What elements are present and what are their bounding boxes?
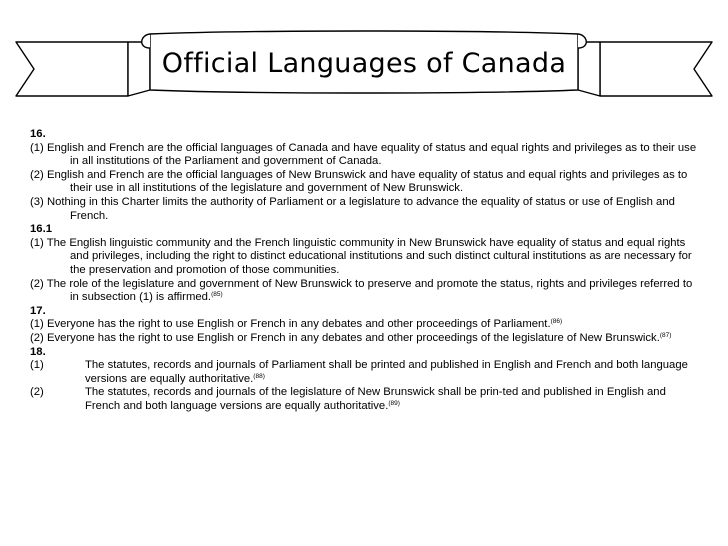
paragraph-text: (1) Everyone has the right to use English or French in any debates and other proceedings of Parliament. xyxy=(30,318,551,331)
section-16-subsection-1: (1) English and French are the official languages of Canada and have equality of status and equal rights and privileges as to their use in all institutions of the Parliament and government of Canada. xyxy=(30,141,697,168)
section-17-subsection-1 xyxy=(30,318,702,332)
title-banner xyxy=(0,0,728,120)
subsection-number: (2) xyxy=(30,386,44,399)
section-heading-16-1: 16.1 xyxy=(30,223,52,236)
section-17-subsection-2 xyxy=(30,332,702,346)
footnote-ref: (88) xyxy=(253,372,265,380)
paragraph-text: The statutes, records and journals of Parliament shall be printed and published in English and French and both language versions are equally authoritative. xyxy=(85,359,688,385)
paragraph-text: (2) The role of the legislature and government of New Brunswick to preserve and promote the status, rights and privileges referred to in subsection (1) is affirmed. xyxy=(30,277,693,304)
section-18-subsection-1 xyxy=(30,359,702,386)
section-heading-16: 16. xyxy=(30,128,46,140)
section-heading-17: 17. xyxy=(30,304,46,317)
footnote-ref: (89) xyxy=(388,399,400,407)
footnote-ref: (87) xyxy=(659,331,672,339)
section-heading-18: 18. xyxy=(30,345,46,358)
page-title: Official Languages of Canada xyxy=(161,48,567,79)
subsection-number: (1) xyxy=(30,359,44,372)
section-16-subsection-3: (3) Nothing in this Charter limits the authority of Parliament or a legislature to advance the equality of status or use of English and French. xyxy=(30,195,675,222)
footnote-ref: (86) xyxy=(550,318,563,326)
paragraph-text: The statutes, records and journals of the legislature of New Brunswick shall be prin-ted and published in English and French and both language versions are equally authoritative. xyxy=(85,386,666,412)
charter-text xyxy=(30,128,702,413)
section-16-1-subsection-2 xyxy=(30,278,702,305)
footnote-ref: (85) xyxy=(211,291,223,299)
section-18-subsection-2 xyxy=(30,386,702,413)
section-16-subsection-2: (2) English and French are the official languages of New Brunswick and have equality of status and equal rights and privileges as to their use in all institutions of the legislature and government of New Brunswick. xyxy=(30,168,688,195)
paragraph-text: (2) Everyone has the right to use English or French in any debates and other proceedings of the legislature of New Brunswick. xyxy=(30,331,660,344)
section-16-1-subsection-1: (1) The English linguistic community and the French linguistic community in New Brunswick have equality of status and equal rights and privileges, including the right to distinct educational institutions and such distinct cultural institutions as are necessary for the preservation and promotion of those communities. xyxy=(30,236,692,276)
